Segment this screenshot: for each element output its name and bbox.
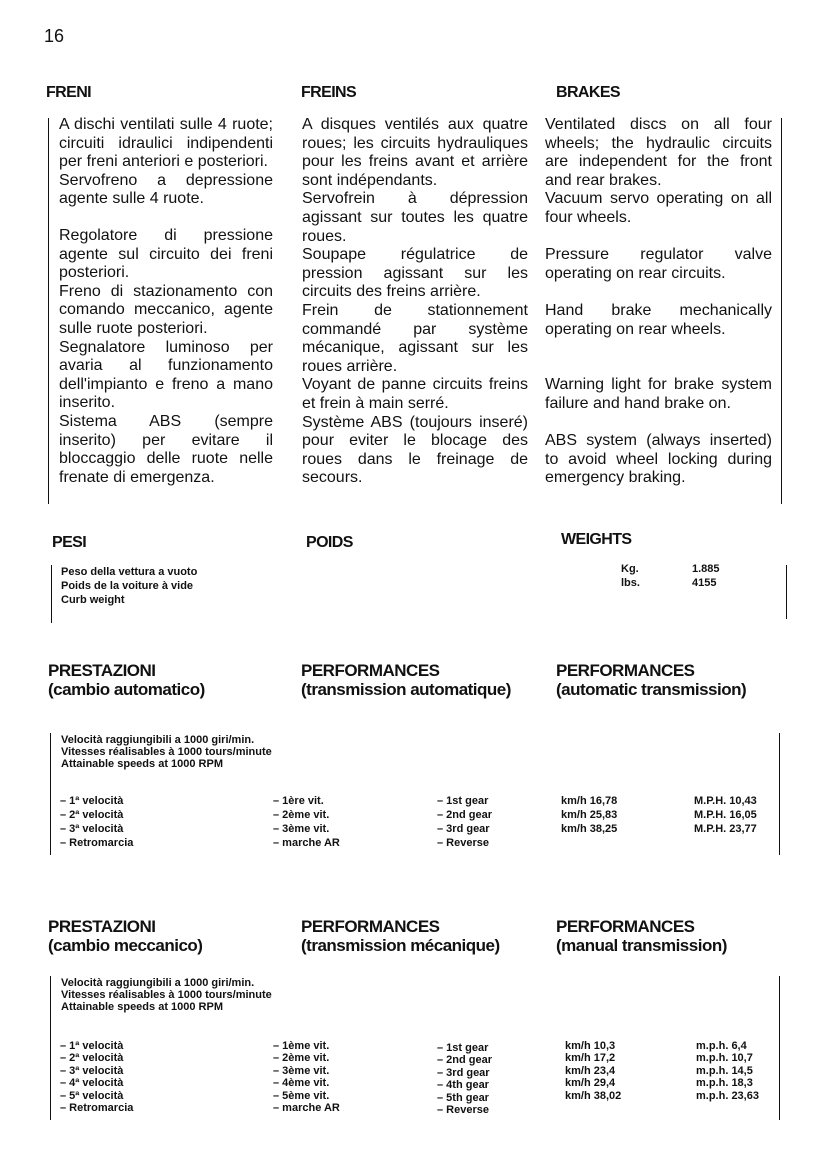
perf-auto-gear-fr: – 1ère vit. [273, 795, 324, 807]
perf-manual-mph: m.p.h. 6,4 [696, 1040, 747, 1052]
perf-manual-gear-en: – 1st gear [437, 1042, 489, 1054]
perf-manual-speeds-it: Velocità raggiungibili a 1000 giri/min. [61, 977, 255, 989]
perf-manual-col-mph [696, 1040, 759, 1102]
perf-auto-right-rule [779, 733, 780, 855]
perf-auto-gear-en: – Reverse [437, 837, 489, 849]
weights-value-lbs: 4155 [692, 577, 717, 589]
weights-value-kg: 1.885 [692, 563, 720, 575]
perf-auto-gear-fr: – 2ème vit. [273, 809, 330, 821]
perf-auto-col-it [60, 794, 133, 850]
perf-auto-title-it-line1: PRESTAZIONI [48, 661, 156, 680]
perf-auto-kmh: km/h 38,25 [561, 823, 618, 835]
perf-manual-gear-it: – 5ª velocità [60, 1089, 124, 1102]
perf-auto-speeds-fr: Vitesses réalisables à 1000 tours/minute [61, 746, 272, 758]
perf-auto-col-kmh [561, 794, 617, 836]
brakes-fr-p1: A disques ventilés aux quatre roues; les circuits hydrauliques pour les freins avant et arrière sont indépendants. [302, 116, 528, 189]
weights-label-en: Curb weight [61, 594, 125, 606]
brakes-it-p5: Segnalatore luminoso per avaria al funzionamento dell'impianto e freno a mano inserito. [59, 338, 273, 412]
perf-manual-kmh: km/h 10,3 [565, 1040, 616, 1052]
perf-manual-kmh: km/h 23,4 [565, 1064, 616, 1077]
perf-auto-title-it [48, 661, 205, 699]
weights-title-it: PESI [52, 534, 87, 551]
weights-title-fr: POIDS [306, 534, 353, 551]
perf-manual-title-fr-line1: PERFORMANCES [301, 917, 440, 936]
perf-auto-title-en-line2: (automatic transmission) [556, 680, 747, 699]
perf-manual-mph: m.p.h. 14,5 [696, 1064, 753, 1077]
perf-manual-col-fr [273, 1040, 340, 1114]
perf-manual-mph: m.p.h. 10,7 [696, 1052, 753, 1065]
perf-manual-gear-en: – 4th gear [437, 1079, 489, 1092]
perf-auto-gear-fr: – marche AR [273, 837, 340, 849]
perf-manual-mph: m.p.h. 23,63 [696, 1089, 759, 1102]
perf-manual-right-rule [779, 976, 780, 1120]
perf-manual-left-rule [50, 976, 51, 1120]
perf-auto-kmh: km/h 25,83 [561, 809, 618, 821]
perf-manual-gear-it: – 3ª velocità [60, 1064, 124, 1077]
weights-right-rule [786, 565, 787, 619]
perf-auto-gear-it: – 1ª velocità [60, 795, 124, 807]
perf-manual-title-en-line2: (manual transmission) [556, 936, 727, 955]
perf-manual-gear-fr: – 3ème vit. [273, 1064, 330, 1077]
perf-manual-title-fr-line2: (transmission mécanique) [301, 936, 500, 955]
perf-manual-gear-fr: – 2ème vit. [273, 1052, 330, 1065]
perf-auto-gear-en: – 1st gear [437, 795, 489, 807]
brakes-title-en: BRAKES [556, 84, 620, 101]
perf-manual-gear-it: – 2ª velocità [60, 1052, 124, 1065]
brakes-fr-p6: Système ABS (toujours inseré) pour eviter le blocage des roues dans le freinage de secours. [302, 413, 528, 487]
perf-auto-title-en-line1: PERFORMANCES [556, 661, 695, 680]
perf-manual-title-en [556, 917, 727, 955]
perf-manual-gear-fr: – marche AR [273, 1102, 340, 1115]
perf-manual-gear-it: – 4ª velocità [60, 1077, 124, 1090]
perf-auto-col-fr [273, 794, 340, 850]
perf-manual-gear-en: – Reverse [437, 1104, 489, 1117]
perf-auto-left-rule [50, 733, 51, 855]
brakes-title-it: FRENI [46, 84, 92, 101]
perf-manual-kmh: km/h 29,4 [565, 1077, 616, 1090]
perf-auto-gear-it: – 2ª velocità [60, 809, 124, 821]
perf-manual-gear-en: – 2nd gear [437, 1054, 493, 1067]
weights-title-en: WEIGHTS [561, 531, 632, 548]
perf-manual-gear-fr: – 4ème vit. [273, 1077, 330, 1090]
perf-manual-speeds-en: Attainable speeds at 1000 RPM [61, 1001, 224, 1013]
brakes-right-rule [781, 118, 782, 504]
brakes-column-it [59, 116, 273, 487]
perf-manual-col-it [60, 1040, 133, 1114]
perf-auto-title-fr-line1: PERFORMANCES [301, 661, 440, 680]
perf-manual-title-it [48, 917, 202, 955]
perf-manual-title-en-line1: PERFORMANCES [556, 917, 695, 936]
spacer [59, 209, 273, 227]
brakes-en-p4: Hand brake mechanically operating on rear wheels. [545, 302, 772, 338]
brakes-it-p6: Sistema ABS (sempre inserito) per evitare il bloccaggio delle ruote nelle frenate di emergenza. [59, 412, 273, 486]
weights-unit-lbs: lbs. [621, 577, 640, 589]
perf-manual-gear-it: – 1ª velocità [60, 1040, 124, 1052]
perf-manual-gear-fr: – 1ème vit. [273, 1040, 330, 1052]
weights-unit-kg: Kg. [621, 563, 639, 575]
perf-manual-mph: m.p.h. 18,3 [696, 1077, 753, 1090]
perf-auto-gear-it: – Retromarcia [60, 837, 134, 849]
perf-auto-mph: M.P.H. 10,43 [694, 795, 757, 807]
perf-auto-gear-en: – 2nd gear [437, 809, 493, 821]
weights-left-rule [51, 565, 52, 623]
perf-auto-mph: M.P.H. 16,05 [694, 809, 757, 821]
perf-manual-title-it-line2: (cambio meccanico) [48, 936, 203, 955]
brakes-fr-p5: Voyant de panne circuits freins et frein à main serré. [302, 376, 528, 412]
brakes-fr-p3: Soupape régulatrice de pression agissant sur les circuits des freins arrière. [302, 246, 528, 301]
perf-manual-gear-it: – Retromarcia [60, 1102, 134, 1115]
brakes-column-fr [302, 116, 528, 488]
brakes-title-fr: FREINS [301, 84, 357, 101]
brakes-en-p2: Vacuum servo operating on all four wheels. [545, 190, 772, 226]
perf-auto-gear-it: – 3ª velocità [60, 823, 124, 835]
perf-auto-title-fr [301, 661, 511, 699]
brakes-it-p1: A dischi ventilati sulle 4 ruote; circuiti idraulici indipendenti per freni anteriori e posteriori. [59, 116, 273, 171]
perf-auto-col-mph [694, 794, 757, 836]
perf-manual-gear-en: – 3rd gear [437, 1066, 490, 1079]
brakes-fr-p4: Frein de stationnement commandé par système mécanique, agissant sur les roues arrière. [302, 301, 528, 375]
weights-label-fr: Poids de la voiture à vide [61, 580, 194, 592]
brakes-en-p3: Pressure regulator valve operating on rear circuits. [545, 246, 772, 282]
brakes-it-p2: Servofreno a depressione agente sulle 4 ruote. [59, 171, 273, 208]
perf-auto-speeds-en: Attainable speeds at 1000 RPM [61, 758, 224, 770]
perf-manual-kmh: km/h 38,02 [565, 1089, 622, 1102]
perf-auto-speeds-it: Velocità raggiungibili a 1000 giri/min. [61, 734, 255, 746]
perf-manual-col-en [437, 1042, 492, 1116]
perf-manual-gear-fr: – 5ème vit. [273, 1089, 330, 1102]
brakes-en-p1: Ventilated discs on all four wheels; the hydraulic circuits are independent for the front and rear brakes. [545, 116, 772, 189]
perf-manual-title-fr [301, 917, 500, 955]
brakes-en-p6: ABS system (always inserted) to avoid wheel locking during emergency braking. [545, 432, 772, 487]
brakes-fr-p2: Servofrein à dépression agissant sur toutes les quatre roues. [302, 190, 528, 245]
perf-auto-title-en [556, 661, 746, 699]
perf-manual-title-it-line1: PRESTAZIONI [48, 917, 156, 936]
perf-manual-kmh: km/h 17,2 [565, 1052, 616, 1065]
perf-manual-speeds-fr: Vitesses réalisables à 1000 tours/minute [61, 989, 272, 1001]
brakes-left-rule [48, 118, 49, 504]
perf-auto-gear-en: – 3rd gear [437, 823, 490, 835]
perf-auto-gear-fr: – 3ème vit. [273, 823, 330, 835]
weights-label-it: Peso della vettura a vuoto [61, 566, 198, 578]
perf-manual-gear-en: – 5th gear [437, 1091, 489, 1104]
perf-auto-title-it-line2: (cambio automatico) [48, 680, 205, 699]
perf-auto-kmh: km/h 16,78 [561, 795, 618, 807]
perf-manual-col-kmh [565, 1040, 621, 1102]
brakes-it-p4: Freno di stazionamento con comando meccanico, agente sulle ruote posteriori. [59, 282, 273, 337]
page-number: 16 [44, 26, 65, 46]
perf-auto-mph: M.P.H. 23,77 [694, 823, 757, 835]
perf-auto-col-en [437, 794, 492, 850]
brakes-en-p5: Warning light for brake system failure and hand brake on. [545, 376, 772, 412]
brakes-it-p3: Regolatore di pressione agente sul circuito dei freni posteriori. [59, 226, 273, 282]
perf-auto-title-fr-line2: (transmission automatique) [301, 680, 511, 699]
